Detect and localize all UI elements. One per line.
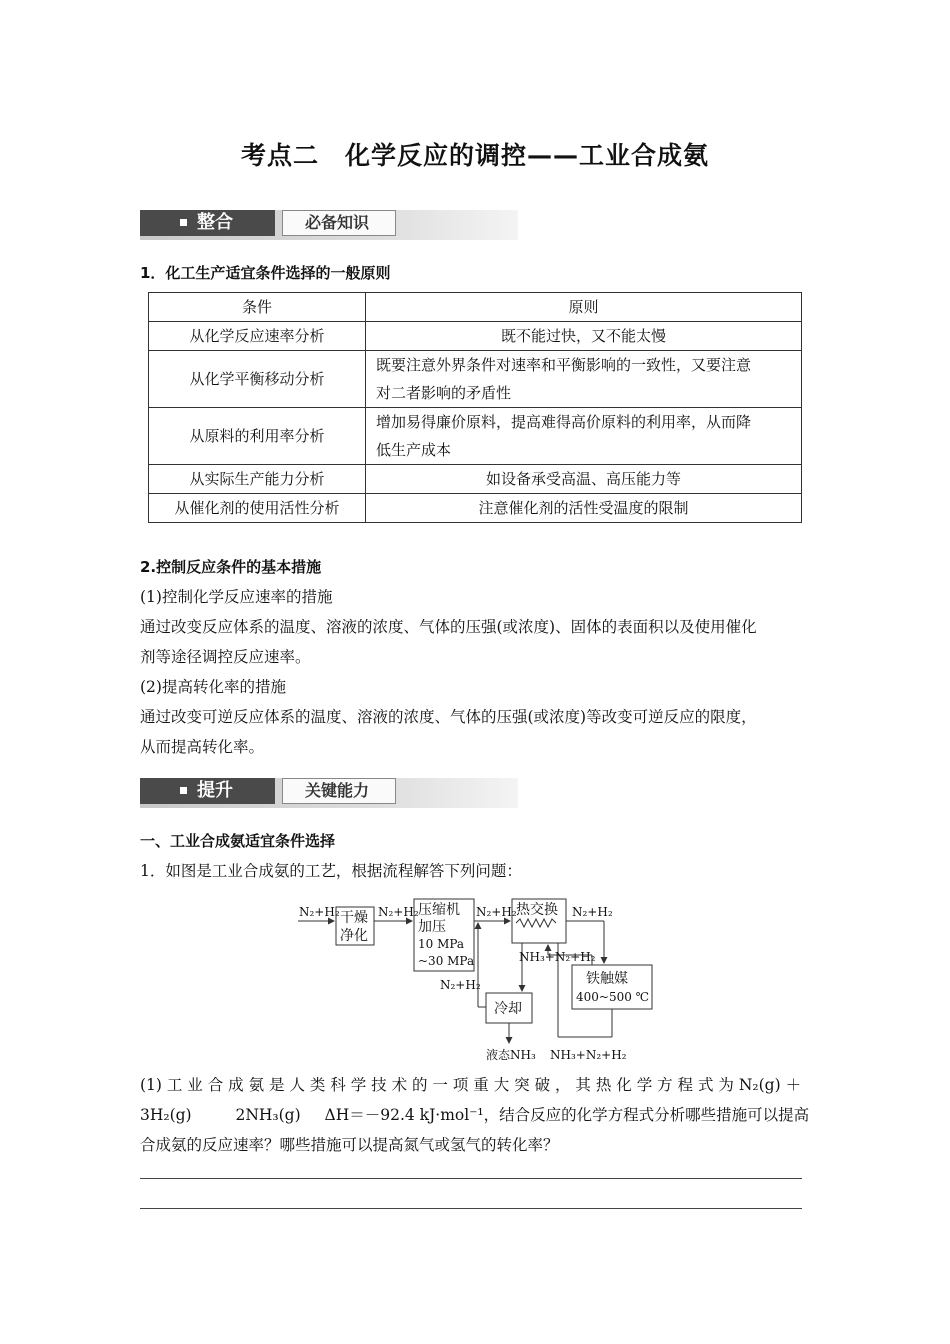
flow-label: 热交换 <box>516 902 558 918</box>
flow-label: 铁触媒 <box>586 971 628 987</box>
measures-section <box>140 552 812 762</box>
square-bullet-icon <box>180 219 187 226</box>
flow-label: N₂+H₂ <box>476 905 517 919</box>
question-1-1 <box>140 1070 812 1160</box>
table-cell: 既不能过快，又不能太慢 <box>366 322 802 351</box>
paragraph-line: 通过改变可逆反应体系的温度、溶液的浓度、气体的压强(或浓度)等改变可逆反应的限度， <box>140 708 757 726</box>
flow-label: NH₃+N₂+H₂ <box>519 950 596 964</box>
page-title: 考点二 化学反应的调控——工业合成氨 <box>240 141 709 170</box>
cell-line: 增加易得廉价原料，提高难得高价原料的利用率，从而降 <box>376 413 752 431</box>
section-heading: 2.控制反应条件的基本措施 <box>140 558 322 576</box>
question-text: (1) 工 业 合 成 氨 是 人 类 科 学 技 术 的 一 项 重 大 突 破 ， 其 热 化 学 方 程 式 为 <box>140 1076 739 1094</box>
flow-label: 干燥 <box>340 910 368 926</box>
flow-label: N₂+H₂ <box>572 905 613 919</box>
paragraph-title: (1)控制化学反应速率的措施 <box>140 588 333 606</box>
cell-line: 低生产成本 <box>376 441 452 459</box>
flow-label: 10 MPa <box>418 937 465 951</box>
banner-label: 关键能力 <box>305 781 370 800</box>
table-header: 原则 <box>366 293 802 322</box>
section-banner-integrate <box>140 210 518 240</box>
table-row <box>149 351 802 408</box>
table-cell <box>366 408 802 465</box>
flow-label: 净化 <box>340 928 368 944</box>
table-cell <box>366 351 802 408</box>
equation-part: 3H₂(g) <box>140 1106 192 1124</box>
table-cell: 从化学反应速率分析 <box>149 322 366 351</box>
flow-label: ~30 MPa <box>418 954 475 968</box>
cell-line: 对二者影响的矛盾性 <box>376 384 512 402</box>
flow-label: N₂+H₂ <box>299 905 340 919</box>
paragraph-line: 从而提高转化率。 <box>140 738 265 756</box>
answer-line[interactable] <box>140 1178 802 1179</box>
principles-table <box>148 292 802 523</box>
table-cell: 从化学平衡移动分析 <box>149 351 366 408</box>
section-heading: 一、工业合成氨适宜条件选择 <box>140 832 336 850</box>
equation-part: N₂(g) ＋ <box>738 1076 802 1094</box>
table-cell: 从催化剂的使用活性分析 <box>149 494 366 523</box>
flow-label: 压缩机 <box>418 902 460 918</box>
table-header: 条件 <box>149 293 366 322</box>
table-row <box>149 408 802 465</box>
table-cell: 注意催化剂的活性受温度的限制 <box>366 494 802 523</box>
question-line: 合成氨的反应速率？哪些措施可以提高氮气或氢气的转化率？ <box>140 1136 559 1154</box>
flow-label: 加压 <box>418 919 446 935</box>
flow-label: 400~500 ℃ <box>576 990 650 1004</box>
table-cell: 如设备承受高温、高压能力等 <box>366 465 802 494</box>
flow-label: N₂+H₂ <box>440 978 481 992</box>
section-heading: 1．化工生产适宜条件选择的一般原则 <box>140 264 391 282</box>
table-header-row <box>149 293 802 322</box>
flow-label: 冷却 <box>494 1001 522 1017</box>
equation-part: 2NH₃(g) <box>235 1106 301 1124</box>
ammonia-section <box>140 826 812 886</box>
table-row <box>149 465 802 494</box>
banner-tag: 整合 <box>197 212 233 233</box>
section-banner-improve <box>140 778 518 808</box>
table-row <box>149 322 802 351</box>
question-text: ，结合反应的化学方程式分析哪些措施可以提高 <box>483 1106 810 1124</box>
table-row <box>149 494 802 523</box>
paragraph-title: (2)提高转化率的措施 <box>140 678 286 696</box>
paragraph-line: 剂等途径调控反应速率。 <box>140 648 311 666</box>
table-cell: 从原料的利用率分析 <box>149 408 366 465</box>
flow-label: NH₃+N₂+H₂ <box>550 1048 627 1062</box>
banner-label: 必备知识 <box>305 213 370 232</box>
enthalpy-value: ΔH＝－92.4 kJ·mol⁻¹ <box>324 1106 484 1124</box>
answer-line[interactable] <box>140 1208 802 1209</box>
question-text: 1．如图是工业合成氨的工艺，根据流程解答下列问题： <box>140 862 522 880</box>
square-bullet-icon <box>180 787 187 794</box>
cell-line: 既要注意外界条件对速率和平衡影响的一致性，又要注意 <box>376 356 752 374</box>
paragraph-line: 通过改变反应体系的温度、溶液的浓度、气体的压强(或浓度)、固体的表面积以及使用催化 <box>140 618 757 636</box>
banner-tag: 提升 <box>197 780 233 801</box>
question-line <box>140 1100 812 1130</box>
flow-label: 液态NH₃ <box>486 1048 536 1062</box>
question-line <box>140 1070 812 1100</box>
ammonia-process-diagram <box>296 895 676 1065</box>
table-cell: 从实际生产能力分析 <box>149 465 366 494</box>
flow-label: N₂+H₂ <box>378 905 419 919</box>
coil-icon <box>516 919 556 927</box>
